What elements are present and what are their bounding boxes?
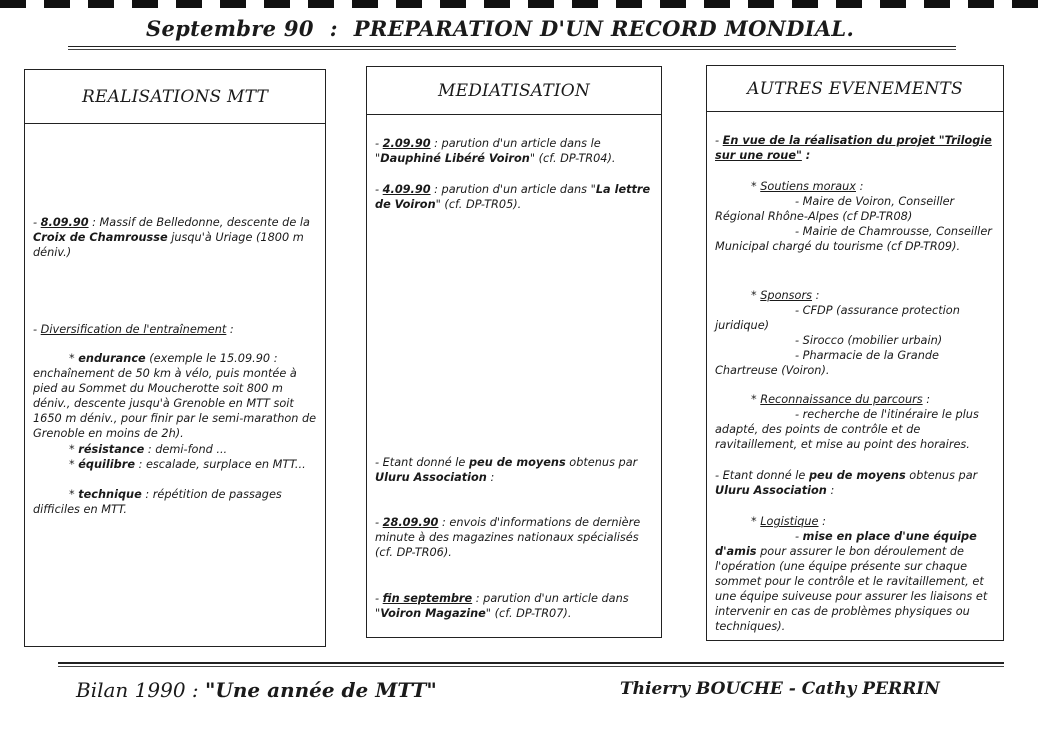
- footer-report-title: Bilan 1990 : "Une année de MTT": [76, 678, 437, 702]
- item-sponsor-sirocco: - Sirocco (mobilier urbain): [795, 334, 943, 347]
- entry-heading: Diversification de l'entraînement: [40, 323, 227, 336]
- item-logistique: * Logistique :: [751, 515, 826, 528]
- binder-holes: [0, 0, 1044, 8]
- entry-chamrousse: - 8.09.90 : Massif de Belledonne, descente de la Croix de Chamrousse jusqu'à Uriage (1800 m déniv.): [33, 216, 310, 259]
- title-text: PREPARATION D'UN RECORD MONDIAL.: [353, 16, 855, 41]
- item-equilibre: * équilibre : escalade, surplace en MTT...: [69, 458, 306, 471]
- column-heading: REALISATIONS MTT: [25, 70, 325, 124]
- column-mediatisation: [366, 66, 662, 638]
- entry-heading: En vue de la réalisation du projet "Trilogie sur une roue": [715, 134, 992, 162]
- column-autres-evenements: [706, 65, 1004, 641]
- footer-rule-second: [58, 666, 1004, 667]
- entry-publication: Voiron Magazine: [380, 607, 486, 620]
- title-separator: :: [329, 16, 338, 41]
- item-technique: * technique : répétition de passages difficiles en MTT.: [33, 488, 282, 516]
- entry-date: 4.09.90: [382, 183, 431, 196]
- title-rule-second: [68, 49, 956, 50]
- entry-diversification: - Diversification de l'entraînement :: [33, 323, 234, 336]
- item-logistique-detail: - mise en place d'une équipe d'amis pour assurer le bon déroulement de l'opération (une équipe présente sur chaque sommet pour le contrôle et le ravitaillement, et une équipe suiveuse pour assurer les liaisons et intervenir en cas de problèmes physiques ou techniques).: [715, 530, 988, 633]
- entry-lettre-voiron: - 4.09.90 : parution d'un article dans "La lettre de Voiron" (cf. DP-TR05).: [375, 183, 651, 211]
- item-reconnaissance: * Reconnaissance du parcours :: [751, 393, 931, 406]
- entry-date: 8.09.90: [40, 216, 89, 229]
- column-heading: MEDIATISATION: [367, 67, 661, 115]
- title-date: Septembre 90: [146, 16, 314, 41]
- entry-place: Croix de Chamrousse: [33, 231, 168, 244]
- item-soutiens: * Soutiens moraux :: [751, 180, 864, 193]
- entry-publication: La lettre de Voiron: [375, 183, 651, 211]
- organisation-name: Uluru Association: [715, 484, 827, 497]
- footer-authors: Thierry BOUCHE - Cathy PERRIN: [620, 679, 940, 699]
- entry-publication: Dauphiné Libéré Voiron: [380, 152, 530, 165]
- item-reconnaissance-detail: - recherche de l'itinéraire le plus adapté, des points de contrôle et de ravitaillement, et mise au point des horaires.: [715, 408, 979, 451]
- footer-rule: [58, 662, 1004, 664]
- entry-peu-moyens: - Etant donné le peu de moyens obtenus par Uluru Association :: [715, 469, 978, 497]
- title-rule: [68, 46, 956, 47]
- entry-peu-moyens: - Etant donné le peu de moyens obtenus par Uluru Association :: [375, 456, 638, 484]
- entry-trilogie: - En vue de la réalisation du projet "Trilogie sur une roue" :: [715, 134, 992, 162]
- entry-date: fin septembre: [382, 592, 473, 605]
- item-sponsor-pharmacie: - Pharmacie de la Grande Chartreuse (Voiron).: [715, 349, 939, 377]
- column-realisations: [24, 69, 326, 647]
- item-sponsors: * Sponsors :: [751, 289, 820, 302]
- item-resistance: * résistance : demi-fond ...: [69, 443, 228, 456]
- item-sponsor-cfdp: - CFDP (assurance protection juridique): [715, 304, 960, 332]
- organisation-name: Uluru Association: [375, 471, 487, 484]
- page-title: [146, 16, 946, 41]
- column-heading: AUTRES EVENEMENTS: [707, 66, 1003, 112]
- entry-envois: - 28.09.90 : envois d'informations de dernière minute à des magazines nationaux spécialisés (cf. DP-TR06).: [375, 516, 641, 559]
- item-endurance: * endurance (exemple le 15.09.90 : enchaînement de 50 km à vélo, puis montée à pied au Sommet du Moucherotte soit 800 m déniv., descente jusqu'à Grenoble en MTT soit 1650 m déniv., pour finir par le semi-marathon de Grenoble en moins de 2h).: [33, 352, 317, 440]
- entry-voiron-magazine: - fin septembre : parution d'un article dans "Voiron Magazine" (cf. DP-TR07).: [375, 592, 629, 620]
- entry-date: 28.09.90: [382, 516, 439, 529]
- item-soutiens-maire: - Maire de Voiron, Conseiller Régional Rhône-Alpes (cf DP-TR08): [715, 195, 955, 223]
- entry-dauphine: - 2.09.90 : parution d'un article dans le "Dauphiné Libéré Voiron" (cf. DP-TR04).: [375, 137, 616, 165]
- item-soutiens-mairie: - Mairie de Chamrousse, Conseiller Municipal chargé du tourisme (cf DP-TR09).: [715, 225, 992, 253]
- entry-date: 2.09.90: [382, 137, 431, 150]
